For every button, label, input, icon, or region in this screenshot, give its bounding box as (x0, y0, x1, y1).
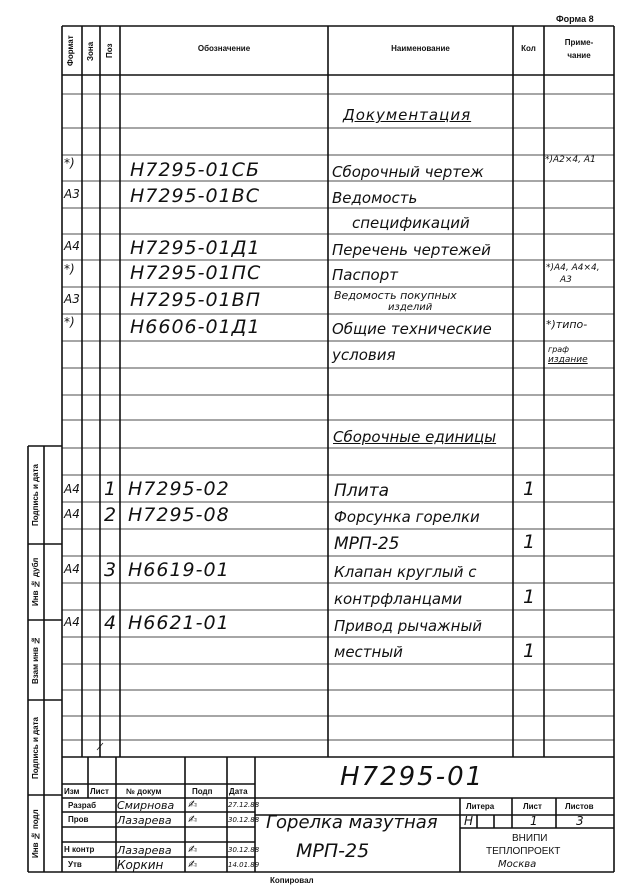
assembly-pos: 2 (104, 504, 118, 526)
doc-note: *)А4, А4×4, (546, 263, 600, 273)
title-role: Пров (68, 815, 89, 824)
doc-format: *) (64, 262, 75, 276)
doc-name-continuation: изделий (388, 302, 433, 313)
title-sheet-value: 1 (530, 814, 538, 828)
title-org-line2: ТЕПЛОПРОЕКТ (486, 846, 561, 857)
doc-note: *)типо- (546, 318, 588, 331)
side-label-sign-date: Подпись и дата (31, 717, 40, 779)
title-sheets-value: 3 (576, 814, 584, 828)
assembly-name: Привод рычажный (334, 617, 483, 635)
title-role-signature: ✍ (188, 798, 198, 811)
assembly-name-continuation: МРП-25 (334, 534, 400, 554)
doc-format: А3 (64, 187, 80, 201)
title-col-doc: № докум (126, 787, 162, 796)
section-assembly-units: Сборочные единицы (333, 428, 497, 446)
assembly-name-continuation: местный (334, 643, 403, 661)
form-label: Форма 8 (556, 14, 594, 24)
header-qty: Кол (521, 44, 536, 53)
header-name: Наименование (391, 44, 450, 53)
doc-format: А3 (64, 292, 80, 306)
doc-note-continuation: А3 (560, 275, 572, 285)
assembly-qty: 1 (523, 640, 537, 662)
doc-name: Ведомость покупных (334, 289, 457, 302)
assembly-designation: Н6621-01 (128, 612, 230, 634)
title-role-name: Лазарева (117, 814, 172, 827)
title-role: Н контр (64, 845, 95, 854)
doc-name: Ведомость (332, 189, 418, 207)
doc-format: *) (64, 315, 75, 329)
title-org-line3: Москва (498, 859, 537, 870)
title-org-line1: ВНИПИ (512, 833, 548, 844)
doc-note-continuation: граф (548, 345, 570, 354)
title-role-signature: ✍ (188, 858, 198, 871)
doc-format: А4 (64, 239, 80, 253)
assembly-qty: 1 (523, 586, 537, 608)
title-role-date: 30.12.88 (228, 846, 260, 854)
doc-designation: Н7295-01Д1 (130, 237, 261, 259)
title-litera-value: Н (464, 814, 474, 828)
doc-name: Паспорт (332, 266, 398, 284)
title-role: Утв (68, 860, 82, 869)
assembly-format: А4 (64, 482, 80, 496)
doc-designation: Н6606-01Д1 (130, 316, 261, 338)
assembly-designation: Н7295-08 (128, 504, 230, 526)
doc-name: Сборочный чертеж (332, 163, 484, 181)
title-role-name: Коркин (117, 858, 164, 872)
doc-name-continuation: условия (332, 346, 396, 364)
title-role-signature: ✍ (188, 813, 198, 826)
title-role-date: 30.12.88 (228, 816, 260, 824)
title-product-line1: Горелка мазутная (266, 812, 438, 833)
header-pos: Поз (105, 43, 114, 59)
assembly-pos: 4 (104, 612, 118, 634)
footer-copied: Копировал (270, 876, 314, 885)
side-label-vzam-inv: Взам инв № (31, 635, 40, 685)
doc-name: Общие технические (332, 320, 492, 338)
title-role: Разраб (68, 801, 97, 810)
header-zone: Зона (86, 41, 95, 61)
title-product-line2: МРП-25 (296, 840, 370, 862)
assembly-qty: 1 (523, 478, 537, 500)
assembly-designation: Н7295-02 (128, 478, 230, 500)
title-role-signature: ✍ (188, 843, 198, 856)
title-col-podp: Подп (192, 787, 213, 796)
doc-designation: Н7295-01ВС (130, 185, 260, 207)
side-label-inv-podl: Инв № подл (31, 809, 40, 859)
title-sheet-label: Лист (523, 802, 542, 811)
header-note (544, 38, 614, 60)
assembly-format: А4 (64, 507, 80, 521)
assembly-name: Плита (334, 481, 390, 501)
assembly-name-continuation: контрфланцами (334, 590, 463, 608)
side-label-sign-date: Подпись и дата (31, 464, 40, 526)
title-role-name: Лазарева (117, 844, 172, 857)
title-col-list: Лист (90, 787, 109, 796)
title-litera-label: Литера (466, 802, 495, 811)
assembly-designation: Н6619-01 (128, 559, 230, 581)
assembly-name: Форсунка горелки (334, 508, 480, 526)
title-sheets-label: Листов (565, 802, 594, 811)
title-doc-number: Н7295-01 (340, 762, 485, 792)
assembly-qty: 1 (523, 531, 537, 553)
assembly-name: Клапан круглый с (334, 563, 477, 581)
doc-format: *) (64, 156, 75, 170)
doc-designation: Н7295-01СБ (130, 159, 260, 181)
title-role-name: Смирнова (117, 799, 175, 812)
doc-note: *)А2×4, А1 (545, 155, 596, 165)
header-note-line2: чание (567, 51, 591, 60)
doc-designation: Н7295-01ПС (130, 262, 262, 284)
title-col-data: Дата (229, 787, 248, 796)
section-documentation: Документация (343, 106, 472, 124)
header-format: Формат (66, 35, 75, 67)
assembly-format: А4 (64, 615, 80, 629)
title-role-date: 27.12.88 (228, 801, 260, 809)
assembly-pos: 1 (104, 478, 118, 500)
doc-name-continuation: спецификаций (352, 214, 470, 232)
title-col-izm: Изм (64, 787, 80, 796)
assembly-pos: 3 (104, 559, 118, 581)
side-label-inv-dubl: Инв № дубл (31, 557, 40, 607)
title-role-date: 14.01.89 (228, 861, 260, 869)
doc-name: Перечень чертежей (332, 241, 491, 259)
doc-designation: Н7295-01ВП (130, 289, 261, 311)
header-note-line1: Приме- (564, 38, 594, 47)
assembly-format: А4 (64, 562, 80, 576)
doc-note-continuation: издание (548, 355, 588, 365)
header-designation: Обозначение (197, 44, 251, 53)
